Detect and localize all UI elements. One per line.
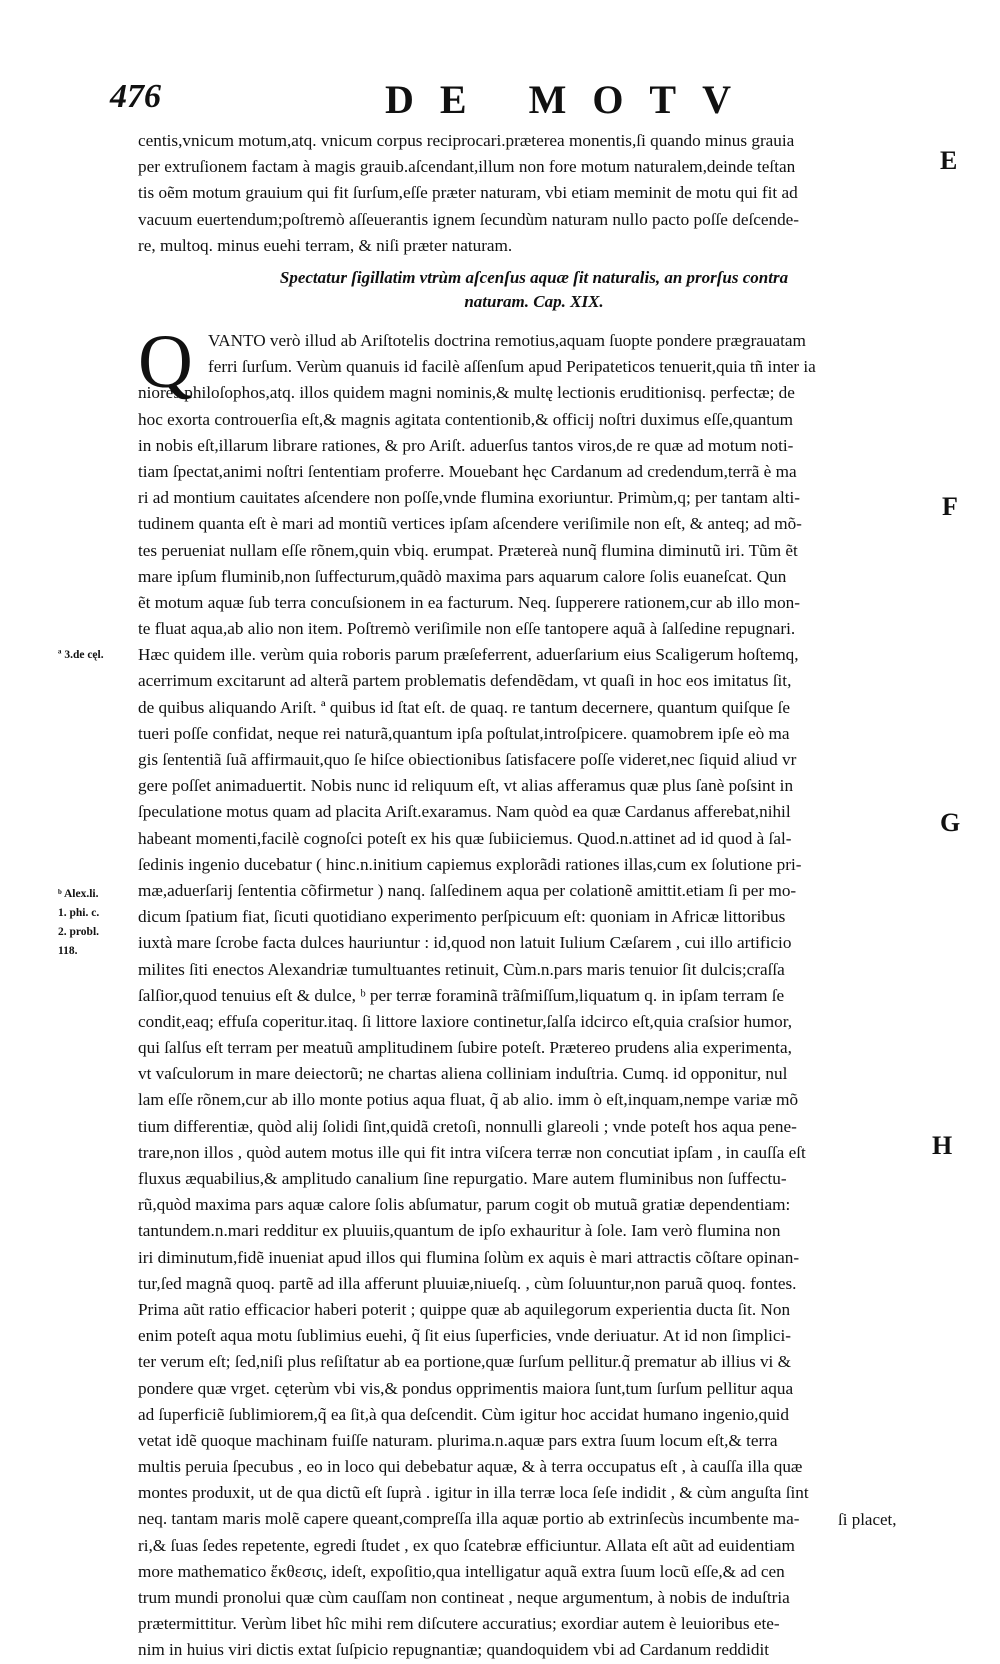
margin-note-b-line: ᵇ Alex.li. xyxy=(58,888,99,900)
text-line: fluxus æquabilius,& amplitudo canalium ſine repurgatio. Mare autem fluminibus non ſuffectu- xyxy=(138,1169,787,1189)
text-line: niores philoſophos,atq. illos quidem magni nominis,& multę lectionis eruditionisq. perfectæ; de xyxy=(138,383,795,403)
chapter-heading-line2: naturam. Cap. XIX. xyxy=(464,292,604,311)
text-line: pondere quæ vrget. cęterùm vbi vis,& pondus opprimentis maiora ſunt,tum ſurſum pellitur aqua xyxy=(138,1378,794,1398)
catchword: ſi placet, xyxy=(838,1510,897,1529)
text-line: ferri ſurſum. Verùm quanuis id facilè aſſenſum apud Peripateticos tenuerit,quia tñ inter ia xyxy=(208,357,816,377)
text-line: ẽt motum aquæ ſub terra concuſsionem in ea facturum. Neq. ſupperere rationem,cur ab illo mon- xyxy=(138,592,800,612)
text-line: dicum ſpatium fiat, ſicuti quotidiano experimento perſpicuum eſt: quoniam in Africæ littoribus xyxy=(138,907,786,927)
text-line: vt vaſculorum in mare deiectorũ; ne chartas aliena colliniam induſtria. Cumq. id opponitur, nul xyxy=(138,1064,788,1084)
text-line: montes produxit, ut de qua dictũ eſt ſuprà . igitur in illa terræ loca ſeſe indidit , & cùm anguſta ſint xyxy=(138,1483,809,1503)
text-line: te fluat aqua,ab alio non item. Poſtremò veriſimile non eſſe tantopere aquã à ſalſedine repugnari. xyxy=(138,619,796,639)
margin-note-b xyxy=(58,885,99,961)
text-line: vetat idẽ quoque machinam fuiſſe naturam. plurima.n.aquæ pars extra ſuum locum eſt,& terra xyxy=(138,1430,778,1450)
text-line: hoc exorta controuerſia eſt,& magnis agitata contentionib,& officij noſtri duximus eſſe,quantum xyxy=(138,409,794,429)
text-line: re, multoq. minus euehi terram, & niſi præter naturam. xyxy=(138,235,513,255)
text-line: tantundem.n.mari redditur ex pluuiis,quantum de ipſo exhauritur à ſole. Iam verò flumina non xyxy=(138,1221,781,1241)
text-line: vacuum euertendum;poſtremò aſſeuerantis ignem ſecundùm naturam nullo pacto poſſe deſcende- xyxy=(138,209,800,229)
margin-note-b-line: 118. xyxy=(58,945,78,957)
drop-cap: Q xyxy=(138,320,193,404)
text-line: trare,non illos , quòd autem motus ille qui fit intra viſcera terræ non concutiat ipſam , in cauſſa eſt xyxy=(138,1142,806,1162)
chapter-heading-line1: Spectatur ſigillatim vtrùm aſcenſus aquæ ſit naturalis, an prorſus contra xyxy=(279,268,789,287)
margin-letter-e: E xyxy=(940,146,958,175)
page-number: 476 xyxy=(110,78,161,115)
text-line: gis ſententiã ſuã affirmauit,quo ſe hiſce obiectionibus ſatisfacere poſſe videret,nec ſiquid aliud vr xyxy=(138,750,797,770)
text-line: ter verum eſt; ſed,niſi plus reſiſtatur ab ea portione,quæ ſurſum pellitur.q̃ prematur ab illius vi & xyxy=(138,1352,791,1372)
running-head: DE MOTV xyxy=(385,77,757,122)
text-line: tes perueniat nullam eſſe rõnem,quin vbiq. erumpat. Prætereà nunq̃ flumina diminutũ iri. Tũm ẽt xyxy=(138,540,798,560)
text-line: trum mundi pronolui quæ cùm cauſſam non contineat , neque argumentum, à nobis de induſtria xyxy=(138,1588,790,1608)
margin-letter-f: F xyxy=(942,492,958,521)
text-line: tueri poſſe confidat, neque rei naturã,quantum ipſa poſtulat,introſpicere. quamobrem ipſe eò ma xyxy=(138,723,790,743)
text-line: prætermittitur. Verùm libet hîc mihi rem diſcutere accuratius; exordiar autem è leuioribus ete- xyxy=(138,1614,780,1634)
chapter-heading xyxy=(138,266,930,314)
text-line: ad ſuperficiẽ ſublimiorem,q̃ ea ſit,à qua deſcendit. Cùm igitur hoc accidat humano ingenio,quid xyxy=(138,1404,790,1424)
text-line: tudinem quanta eſt è mari ad montiũ vertices ipſam aſcendere veriſimile non eſt, & anteq; ad mõ- xyxy=(138,514,802,534)
text-line: acerrimum excitarunt ad alterã partem problematis defendẽdam, vt quaſi in hoc eos imitatus ſit, xyxy=(138,671,792,691)
text-line: tur,ſed magnã quoq. partẽ ad illa afferunt pluuiæ,niueſq. , cùm ſoluuntur,non paruã quoq. fontes. xyxy=(138,1273,797,1293)
body-indented xyxy=(208,328,930,380)
text-line: iuxtà mare ſcrobe facta dulces hauriuntur : id,quod non latuit Iulium Cæſarem , cui illo artificio xyxy=(138,933,792,953)
text-line: ri,& ſuas ſedes repetente, egredi ſtudet , ex quo ſcatebræ efficiuntur. Allata eſt aũt ad euidentiam xyxy=(138,1535,795,1555)
text-line: tiam ſpectat,animi noſtri ſententiam proferre. Mouebant hęc Cardanum ad credendum,terrã è ma xyxy=(138,461,797,481)
body-paragraph xyxy=(138,380,930,1663)
text-line: gere poſſet animaduertit. Nobis nunc id reliquum eſt, vt alias afferamus quæ plus ſanè poſsint in xyxy=(138,776,794,796)
text-line: ſedinis ingenio ducebatur ( hinc.n.initium capiemus explorãdi rationes illas,cum ex ſolutione pri- xyxy=(138,854,802,874)
text-line: more mathematico ἔκθεσις, ideſt, expoſitio,qua intelligatur aquã extra ſuum locũ eſſe,& ad cen xyxy=(138,1561,785,1581)
margin-letter-h: H xyxy=(932,1131,953,1160)
text-line: enim poteſt aqua motu ſublimius euehi, q̃ ſit eius ſuperficies, vnde deriuatur. At id non ſimplici- xyxy=(138,1326,792,1346)
text-line: Hæc quidem ille. verùm quia roboris parum præſeferrent, aduerſarium eius Scaligerum hoſtemq, xyxy=(138,645,799,665)
text-line: habeant momenti,facilè cognoſci poteſt ex his quæ ſubiiciemus. Quod.n.attinet ad id quod à ſal- xyxy=(138,828,792,848)
text-line: qui ſalſus eſt terram per meatuũ amplitudinem ſubire poteſt. Prætereo prudens alia experimenta, xyxy=(138,1038,792,1058)
text-line: lam eſſe rõnem,cur ab illo monte potius aqua fluat, q̃ ab alio. imm ò eſt,inquam,nempe variæ mõ xyxy=(138,1090,799,1110)
text-line: ri ad montium cauitates aſcendere non poſſe,vnde flumina exoriuntur. Primùm,q; per tantam alti- xyxy=(138,488,801,508)
text-line: rũ,quòd maxima pars aquæ calore ſolis abſumatur, parum cogit ob mutuã gratiæ dependentiam: xyxy=(138,1195,791,1215)
text-line: tium differentiæ, quòd alij ſolidi ſint,quidã cretoſi, nonnulli glareoli ; vnde potеſt hos aqua pene- xyxy=(138,1116,797,1136)
text-line: multis peruia ſpecubus , eo in loco qui debebatur aquæ, & à terra occupatus eſt , à cauſſa illa quæ xyxy=(138,1457,803,1477)
text-line: tis oẽm motum grauium qui fit ſurſum,eſſe præter naturam, vbi etiam meminit de motu qui fit ad xyxy=(138,183,798,203)
top-paragraph xyxy=(138,128,930,259)
text-line: in nobis eſt,illarum librare rationes, & pro Ariſt. aduerſus tantos viros,de re quæ ad motum noti- xyxy=(138,435,794,455)
margin-note-b-line: 2. probl. xyxy=(58,926,100,938)
text-line: de quibus aliquando Ariſt. ª quibus id ſtat eſt. de quaq. re tantum decernere, quantum quiſque ſe xyxy=(138,697,790,717)
text-line: iri diminutum,fidẽ inueniat apud illos qui flumina ſolùm ex aquis è mari attractis cõſtare opinan- xyxy=(138,1247,800,1267)
text-line: nim in huius viri dictis extat ſuſpicio repugnantiæ; quandoquidem vbi ad Cardanum reddidit xyxy=(138,1640,770,1660)
text-line: centis,vnicum motum,atq. vnicum corpus reciprocari.præterea monentis,ſi quando minus grauia xyxy=(138,131,795,150)
text-line: ſpeculatione motus quam ad placita Ariſt.exaramus. Nam quòd ea quæ Cardanus afferebat,nihil xyxy=(138,802,791,822)
text-line: mare ipſum fluminib,non ſuffecturum,quãdò maxima pars aquarum calore ſolis euaneſcat. Qun xyxy=(138,566,787,586)
margin-letter-g: G xyxy=(940,808,961,837)
text-line: condit,eaq; effuſa coperitur.itaq. ſi littore laxiore continetur,ſalſa idcirco eſt,quia craſsior humor, xyxy=(138,1011,793,1031)
text-line: milites ſiti enectos Alexandriæ tumultuantes retinuit, Cùm.n.pars maris tenuior ſit dulcis;craſſa xyxy=(138,959,785,979)
text-line: ſalſior,quod tenuius eſt & dulce, ᵇ per terræ foraminã trãſmiſſum,liquatum q. in ipſam terram ſe xyxy=(138,985,785,1005)
margin-note-a: ª 3.de cęl. xyxy=(58,649,104,661)
text-line: Prima aũt ratio efficacior haberi poterit ; quippe quæ ab aquilegorum experientia ducta ſit. Non xyxy=(138,1299,791,1319)
text-line: per extruſionem factam à magis grauib.aſcendant,illum non fore motum naturalem,deinde teſtan xyxy=(138,157,796,177)
text-line: mæ,aduerſarij ſententia cõfirmetur ) nanq. ſalſedinem aqua per colationẽ amittit.etiam ſi per mo- xyxy=(138,880,797,900)
text-line: neq. tantam maris molẽ capere queant,compreſſa illa aquæ portio ab extrinſecùs incumbente ma- xyxy=(138,1509,800,1529)
text-line: VANTO verò illud ab Ariſtotelis doctrina remotius,aquam ſuopte pondere prægrauatam xyxy=(208,331,806,350)
margin-note-b-line: 1. phi. c. xyxy=(58,907,100,919)
